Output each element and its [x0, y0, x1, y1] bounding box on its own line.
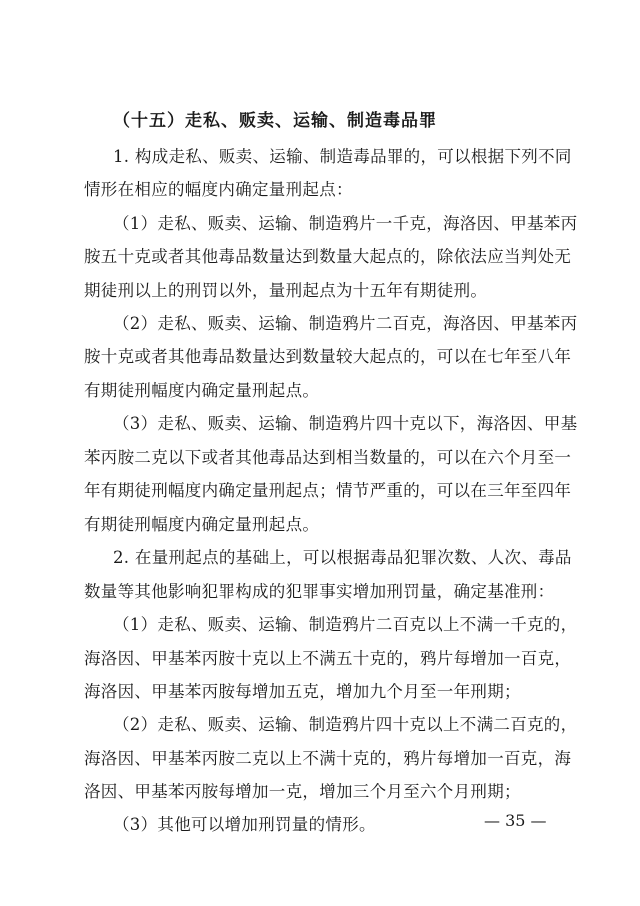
paragraph-line: 1. 构成走私、贩卖、运输、制造毒品罪的，可以根据下列不同: [113, 147, 572, 166]
paragraph-line: （1）走私、贩卖、运输、制造鸦片一千克，海洛因、甲基苯丙: [113, 214, 578, 233]
paragraph-line: 情形在相应的幅度内确定量刑起点：: [84, 180, 353, 199]
page-number: — 35 —: [484, 811, 547, 830]
paragraph-line: 胺十克或者其他毒品数量达到数量较大起点的，可以在七年至八年: [84, 347, 572, 366]
paragraph-line: 2. 在量刑起点的基础上，可以根据毒品犯罪次数、人次、毒品: [113, 548, 572, 567]
paragraph-line: 年有期徒刑幅度内确定量刑起点；情节严重的，可以在三年至四年: [84, 481, 572, 500]
section-heading: （十五）走私、贩卖、运输、制造毒品罪: [113, 111, 437, 131]
paragraph-line: 海洛因、甲基苯丙胺十克以上不满五十克的，鸦片每增加一百克，: [84, 649, 572, 668]
paragraph-line: 有期徒刑幅度内确定量刑起点。: [84, 515, 320, 534]
paragraph-line: （1）走私、贩卖、运输、制造鸦片二百克以上不满一千克的，: [113, 615, 578, 634]
paragraph-line: 洛因、甲基苯丙胺每增加一克，增加三个月至六个月刑期；: [84, 782, 521, 801]
paragraph-line: 苯丙胺二克以下或者其他毒品达到相当数量的，可以在六个月至一: [84, 448, 572, 467]
paragraph-line: （3）走私、贩卖、运输、制造鸦片四十克以下，海洛因、甲基: [113, 414, 578, 433]
paragraph-line: 海洛因、甲基苯丙胺二克以上不满十克的，鸦片每增加一百克，海: [84, 749, 572, 768]
paragraph-line: 期徒刑以上的刑罚以外，量刑起点为十五年有期徒刑。: [84, 281, 488, 300]
paragraph-line: 海洛因、甲基苯丙胺每增加五克，增加九个月至一年刑期；: [84, 682, 521, 701]
paragraph-line: 有期徒刑幅度内确定量刑起点。: [84, 381, 320, 400]
paragraph-line: 数量等其他影响犯罪构成的犯罪事实增加刑罚量，确定基准刑：: [84, 582, 555, 601]
paragraph-line: （2）走私、贩卖、运输、制造鸦片四十克以上不满二百克的，: [113, 715, 578, 734]
paragraph-line: （2）走私、贩卖、运输、制造鸦片二百克，海洛因、甲基苯丙: [113, 314, 578, 333]
paragraph-line: （3）其他可以增加刑罚量的情形。: [113, 815, 376, 834]
paragraph-line: 胺五十克或者其他毒品数量达到数量大起点的，除依法应当判处无: [84, 247, 572, 266]
